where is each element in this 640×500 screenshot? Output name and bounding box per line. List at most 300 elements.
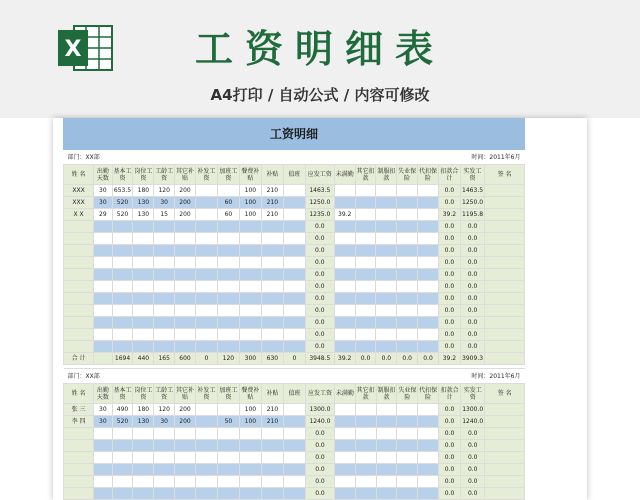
- table-cell[interactable]: [195, 452, 217, 464]
- table-cell[interactable]: [94, 440, 113, 452]
- table-cell[interactable]: [376, 209, 397, 221]
- table-cell[interactable]: 0.0: [461, 452, 485, 464]
- table-cell[interactable]: [261, 221, 283, 233]
- table-cell[interactable]: [239, 281, 261, 293]
- table-cell[interactable]: [217, 221, 239, 233]
- table-cell[interactable]: [112, 440, 133, 452]
- table-cell[interactable]: [239, 476, 261, 488]
- table-cell[interactable]: [284, 428, 306, 440]
- table-cell[interactable]: [64, 245, 94, 257]
- table-cell[interactable]: [376, 416, 397, 428]
- table-cell[interactable]: [261, 317, 283, 329]
- table-cell[interactable]: [64, 428, 94, 440]
- table-cell[interactable]: [94, 257, 113, 269]
- table-cell[interactable]: 130: [133, 416, 154, 428]
- table-cell[interactable]: [485, 281, 525, 293]
- table-cell[interactable]: 0.0: [460, 257, 484, 269]
- table-cell[interactable]: 1300.0: [306, 404, 335, 416]
- table-cell[interactable]: [355, 476, 376, 488]
- table-cell[interactable]: [112, 341, 133, 353]
- total-cell[interactable]: 1694: [112, 353, 133, 365]
- table-cell[interactable]: [334, 245, 355, 257]
- table-cell[interactable]: [485, 185, 525, 197]
- table-cell[interactable]: [261, 464, 283, 476]
- table-cell[interactable]: 200: [175, 185, 196, 197]
- table-cell[interactable]: 0.0: [461, 476, 485, 488]
- table-cell[interactable]: [355, 416, 376, 428]
- table-cell[interactable]: [133, 257, 154, 269]
- table-cell[interactable]: 0.0: [305, 245, 334, 257]
- table-cell[interactable]: [175, 281, 196, 293]
- table-cell[interactable]: [94, 281, 113, 293]
- table-cell[interactable]: [112, 317, 133, 329]
- table-cell[interactable]: 1463.5: [305, 185, 334, 197]
- table-cell[interactable]: [284, 476, 306, 488]
- table-cell[interactable]: [397, 341, 418, 353]
- table-cell[interactable]: [239, 452, 261, 464]
- table-cell[interactable]: [94, 488, 113, 500]
- table-cell[interactable]: [334, 440, 355, 452]
- table-cell[interactable]: 0.0: [439, 452, 461, 464]
- table-cell[interactable]: [376, 233, 397, 245]
- table-cell[interactable]: [195, 416, 217, 428]
- table-cell[interactable]: [239, 293, 261, 305]
- total-cell[interactable]: 0.0: [376, 353, 397, 365]
- table-cell[interactable]: [334, 416, 355, 428]
- table-cell[interactable]: [283, 281, 305, 293]
- table-cell[interactable]: [112, 281, 133, 293]
- table-cell[interactable]: [217, 293, 239, 305]
- table-cell[interactable]: 1235.0: [305, 209, 334, 221]
- table-cell[interactable]: [397, 317, 418, 329]
- table-cell[interactable]: [154, 488, 175, 500]
- table-cell[interactable]: [175, 293, 196, 305]
- table-cell[interactable]: [376, 488, 397, 500]
- table-cell[interactable]: [154, 305, 175, 317]
- table-cell[interactable]: [376, 440, 397, 452]
- table-cell[interactable]: [261, 269, 283, 281]
- table-cell[interactable]: [355, 185, 376, 197]
- table-cell[interactable]: [283, 221, 305, 233]
- table-cell[interactable]: [175, 329, 196, 341]
- table-cell[interactable]: [397, 209, 418, 221]
- table-cell[interactable]: [334, 464, 355, 476]
- table-cell[interactable]: [217, 233, 239, 245]
- total-cell[interactable]: [485, 353, 525, 365]
- table-cell[interactable]: [397, 488, 418, 500]
- table-cell[interactable]: [112, 464, 133, 476]
- table-cell[interactable]: [261, 329, 283, 341]
- table-cell[interactable]: [485, 341, 525, 353]
- table-cell[interactable]: [64, 257, 94, 269]
- table-cell[interactable]: 60: [217, 209, 239, 221]
- table-cell[interactable]: [64, 281, 94, 293]
- table-cell[interactable]: [239, 305, 261, 317]
- table-cell[interactable]: [334, 317, 355, 329]
- table-cell[interactable]: [133, 233, 154, 245]
- total-cell[interactable]: 39.2: [334, 353, 355, 365]
- table-cell[interactable]: [261, 233, 283, 245]
- table-cell[interactable]: 200: [175, 404, 196, 416]
- table-cell[interactable]: [355, 404, 376, 416]
- table-cell[interactable]: [175, 440, 196, 452]
- table-cell[interactable]: 1250.0: [460, 197, 484, 209]
- table-cell[interactable]: 200: [175, 416, 196, 428]
- table-cell[interactable]: [376, 245, 397, 257]
- table-cell[interactable]: [397, 329, 418, 341]
- table-cell[interactable]: [217, 269, 239, 281]
- table-cell[interactable]: [334, 452, 355, 464]
- table-cell[interactable]: 120: [154, 404, 175, 416]
- table-cell[interactable]: 130: [133, 209, 154, 221]
- table-cell[interactable]: [284, 440, 306, 452]
- table-cell[interactable]: [217, 488, 239, 500]
- table-cell[interactable]: [397, 281, 418, 293]
- table-cell[interactable]: [154, 341, 175, 353]
- table-cell[interactable]: [195, 476, 217, 488]
- table-cell[interactable]: [418, 416, 439, 428]
- table-cell[interactable]: [355, 233, 376, 245]
- table-cell[interactable]: 0.0: [438, 221, 460, 233]
- table-cell[interactable]: [217, 257, 239, 269]
- table-cell[interactable]: [355, 452, 376, 464]
- table-cell[interactable]: [397, 233, 418, 245]
- table-cell[interactable]: [133, 269, 154, 281]
- table-cell[interactable]: [239, 428, 261, 440]
- table-cell[interactable]: 0.0: [305, 341, 334, 353]
- table-cell[interactable]: 130: [133, 197, 154, 209]
- table-cell[interactable]: [418, 476, 439, 488]
- table-cell[interactable]: [261, 293, 283, 305]
- table-cell[interactable]: [195, 329, 217, 341]
- table-cell[interactable]: 0.0: [439, 404, 461, 416]
- table-cell[interactable]: [418, 281, 439, 293]
- table-cell[interactable]: [64, 488, 94, 500]
- table-cell[interactable]: 0.0: [305, 257, 334, 269]
- table-cell[interactable]: [376, 281, 397, 293]
- table-cell[interactable]: 张 三: [64, 404, 94, 416]
- table-cell[interactable]: [239, 341, 261, 353]
- table-cell[interactable]: 0.0: [305, 293, 334, 305]
- table-cell[interactable]: 180: [133, 404, 154, 416]
- table-cell[interactable]: [195, 317, 217, 329]
- table-cell[interactable]: [154, 245, 175, 257]
- table-cell[interactable]: [154, 452, 175, 464]
- table-cell[interactable]: [133, 245, 154, 257]
- table-cell[interactable]: 210: [261, 185, 283, 197]
- table-cell[interactable]: [175, 488, 196, 500]
- table-cell[interactable]: 0.0: [438, 317, 460, 329]
- table-cell[interactable]: [175, 476, 196, 488]
- table-cell[interactable]: [485, 209, 525, 221]
- table-cell[interactable]: 0.0: [306, 440, 335, 452]
- table-cell[interactable]: [195, 269, 217, 281]
- table-cell[interactable]: [485, 233, 525, 245]
- table-cell[interactable]: [133, 293, 154, 305]
- table-cell[interactable]: [94, 476, 113, 488]
- table-cell[interactable]: [397, 452, 418, 464]
- total-cell[interactable]: 39.2: [438, 353, 460, 365]
- table-cell[interactable]: 0.0: [305, 269, 334, 281]
- table-cell[interactable]: [261, 245, 283, 257]
- table-cell[interactable]: [418, 269, 439, 281]
- table-cell[interactable]: [418, 233, 439, 245]
- table-cell[interactable]: [261, 476, 283, 488]
- table-cell[interactable]: XXX: [64, 185, 94, 197]
- table-cell[interactable]: [195, 428, 217, 440]
- total-cell[interactable]: 300: [239, 353, 261, 365]
- table-cell[interactable]: [112, 245, 133, 257]
- table-cell[interactable]: [397, 476, 418, 488]
- table-cell[interactable]: [283, 329, 305, 341]
- table-cell[interactable]: [418, 440, 439, 452]
- total-cell[interactable]: 3909.3: [460, 353, 484, 365]
- table-cell[interactable]: 100: [239, 416, 261, 428]
- total-cell[interactable]: 0.0: [418, 353, 439, 365]
- table-cell[interactable]: [485, 269, 525, 281]
- table-cell[interactable]: [261, 305, 283, 317]
- table-cell[interactable]: [133, 488, 154, 500]
- table-cell[interactable]: [217, 305, 239, 317]
- table-cell[interactable]: [64, 233, 94, 245]
- table-cell[interactable]: 0.0: [460, 281, 484, 293]
- table-cell[interactable]: [376, 404, 397, 416]
- table-cell[interactable]: 0.0: [305, 221, 334, 233]
- table-cell[interactable]: [112, 257, 133, 269]
- table-cell[interactable]: [94, 305, 113, 317]
- table-cell[interactable]: [217, 428, 239, 440]
- table-cell[interactable]: [418, 257, 439, 269]
- table-cell[interactable]: [261, 257, 283, 269]
- table-cell[interactable]: [64, 329, 94, 341]
- table-cell[interactable]: [112, 428, 133, 440]
- table-cell[interactable]: [175, 341, 196, 353]
- table-cell[interactable]: [334, 293, 355, 305]
- table-cell[interactable]: [154, 293, 175, 305]
- table-cell[interactable]: [239, 440, 261, 452]
- table-cell[interactable]: 39.2: [438, 209, 460, 221]
- table-cell[interactable]: [397, 440, 418, 452]
- total-cell[interactable]: 630: [261, 353, 283, 365]
- table-cell[interactable]: [94, 341, 113, 353]
- table-cell[interactable]: [376, 452, 397, 464]
- table-cell[interactable]: [355, 464, 376, 476]
- table-cell[interactable]: [217, 452, 239, 464]
- table-cell[interactable]: 0.0: [438, 233, 460, 245]
- table-cell[interactable]: [195, 305, 217, 317]
- table-cell[interactable]: [195, 293, 217, 305]
- table-cell[interactable]: 520: [112, 416, 133, 428]
- table-cell[interactable]: [355, 221, 376, 233]
- table-cell[interactable]: [261, 428, 283, 440]
- table-cell[interactable]: [284, 488, 306, 500]
- table-cell[interactable]: [217, 404, 239, 416]
- table-cell[interactable]: 0.0: [305, 305, 334, 317]
- table-cell[interactable]: [239, 329, 261, 341]
- table-cell[interactable]: [175, 221, 196, 233]
- table-cell[interactable]: [355, 197, 376, 209]
- table-cell[interactable]: 0.0: [439, 488, 461, 500]
- table-cell[interactable]: X X: [64, 209, 94, 221]
- table-cell[interactable]: 0.0: [306, 488, 335, 500]
- table-cell[interactable]: [133, 281, 154, 293]
- table-cell[interactable]: [112, 233, 133, 245]
- table-cell[interactable]: [418, 488, 439, 500]
- table-cell[interactable]: [355, 428, 376, 440]
- table-cell[interactable]: 100: [239, 404, 261, 416]
- table-cell[interactable]: [195, 245, 217, 257]
- table-cell[interactable]: [217, 329, 239, 341]
- table-cell[interactable]: [112, 329, 133, 341]
- table-cell[interactable]: [239, 464, 261, 476]
- table-cell[interactable]: [133, 317, 154, 329]
- table-cell[interactable]: [355, 257, 376, 269]
- table-cell[interactable]: [154, 329, 175, 341]
- table-cell[interactable]: 520: [112, 209, 133, 221]
- table-cell[interactable]: 100: [239, 185, 261, 197]
- table-cell[interactable]: [133, 341, 154, 353]
- table-cell[interactable]: [376, 476, 397, 488]
- table-cell[interactable]: [239, 317, 261, 329]
- table-cell[interactable]: [175, 269, 196, 281]
- table-cell[interactable]: 30: [154, 197, 175, 209]
- table-cell[interactable]: [334, 305, 355, 317]
- table-cell[interactable]: [284, 452, 306, 464]
- table-cell[interactable]: 30: [94, 416, 113, 428]
- table-cell[interactable]: [418, 464, 439, 476]
- table-cell[interactable]: [195, 209, 217, 221]
- table-cell[interactable]: [355, 329, 376, 341]
- table-cell[interactable]: [485, 488, 525, 500]
- table-cell[interactable]: [485, 464, 525, 476]
- table-cell[interactable]: [418, 452, 439, 464]
- table-cell[interactable]: [376, 221, 397, 233]
- table-cell[interactable]: 180: [133, 185, 154, 197]
- table-cell[interactable]: [64, 293, 94, 305]
- table-cell[interactable]: [334, 329, 355, 341]
- table-cell[interactable]: [397, 416, 418, 428]
- table-cell[interactable]: [397, 185, 418, 197]
- table-cell[interactable]: [261, 281, 283, 293]
- table-cell[interactable]: 30: [94, 185, 113, 197]
- table-cell[interactable]: [418, 221, 439, 233]
- table-cell[interactable]: [376, 329, 397, 341]
- table-cell[interactable]: [64, 452, 94, 464]
- table-cell[interactable]: [418, 305, 439, 317]
- table-cell[interactable]: 0.0: [461, 428, 485, 440]
- table-cell[interactable]: [397, 221, 418, 233]
- table-cell[interactable]: [355, 269, 376, 281]
- table-cell[interactable]: [283, 185, 305, 197]
- table-cell[interactable]: [94, 317, 113, 329]
- table-cell[interactable]: [418, 197, 439, 209]
- table-cell[interactable]: [133, 476, 154, 488]
- table-cell[interactable]: [239, 245, 261, 257]
- table-cell[interactable]: [355, 293, 376, 305]
- table-cell[interactable]: 0.0: [460, 329, 484, 341]
- table-cell[interactable]: [485, 293, 525, 305]
- table-cell[interactable]: [64, 269, 94, 281]
- table-cell[interactable]: 100: [239, 209, 261, 221]
- table-cell[interactable]: [112, 452, 133, 464]
- table-cell[interactable]: [485, 197, 525, 209]
- table-cell[interactable]: [284, 404, 306, 416]
- table-cell[interactable]: 0.0: [460, 305, 484, 317]
- table-cell[interactable]: 0.0: [438, 341, 460, 353]
- table-cell[interactable]: 0.0: [460, 233, 484, 245]
- table-cell[interactable]: [112, 293, 133, 305]
- table-cell[interactable]: [397, 404, 418, 416]
- total-cell[interactable]: 440: [133, 353, 154, 365]
- table-cell[interactable]: [376, 257, 397, 269]
- table-cell[interactable]: [485, 452, 525, 464]
- table-cell[interactable]: [112, 305, 133, 317]
- table-cell[interactable]: 0.0: [460, 293, 484, 305]
- table-cell[interactable]: [418, 209, 439, 221]
- table-cell[interactable]: [261, 341, 283, 353]
- table-cell[interactable]: [334, 233, 355, 245]
- table-cell[interactable]: [397, 293, 418, 305]
- table-cell[interactable]: [64, 317, 94, 329]
- table-cell[interactable]: 0.0: [438, 245, 460, 257]
- table-cell[interactable]: 0.0: [460, 317, 484, 329]
- total-cell[interactable]: 合 计: [64, 353, 94, 365]
- table-cell[interactable]: 210: [261, 404, 283, 416]
- table-cell[interactable]: [334, 257, 355, 269]
- table-cell[interactable]: [418, 293, 439, 305]
- table-cell[interactable]: 0.0: [461, 464, 485, 476]
- table-cell[interactable]: 490: [112, 404, 133, 416]
- table-cell[interactable]: [284, 464, 306, 476]
- table-cell[interactable]: [64, 305, 94, 317]
- table-cell[interactable]: 15: [154, 209, 175, 221]
- total-cell[interactable]: 0: [195, 353, 217, 365]
- table-cell[interactable]: [485, 476, 525, 488]
- table-cell[interactable]: [334, 185, 355, 197]
- table-cell[interactable]: [397, 245, 418, 257]
- table-cell[interactable]: [355, 209, 376, 221]
- table-cell[interactable]: 0.0: [438, 305, 460, 317]
- table-cell[interactable]: [195, 464, 217, 476]
- table-cell[interactable]: 200: [175, 197, 196, 209]
- table-cell[interactable]: [133, 329, 154, 341]
- table-cell[interactable]: [195, 488, 217, 500]
- table-cell[interactable]: [239, 269, 261, 281]
- table-cell[interactable]: 29: [94, 209, 113, 221]
- table-cell[interactable]: [154, 317, 175, 329]
- table-cell[interactable]: [376, 269, 397, 281]
- table-cell[interactable]: 0.0: [461, 440, 485, 452]
- table-cell[interactable]: 0.0: [305, 281, 334, 293]
- table-cell[interactable]: 0.0: [438, 281, 460, 293]
- table-cell[interactable]: [283, 305, 305, 317]
- table-cell[interactable]: 1250.0: [305, 197, 334, 209]
- table-cell[interactable]: [334, 341, 355, 353]
- total-cell[interactable]: 0.0: [355, 353, 376, 365]
- table-cell[interactable]: [334, 221, 355, 233]
- table-cell[interactable]: [376, 185, 397, 197]
- table-cell[interactable]: [217, 185, 239, 197]
- table-cell[interactable]: [195, 185, 217, 197]
- table-cell[interactable]: [94, 233, 113, 245]
- table-cell[interactable]: [355, 245, 376, 257]
- table-cell[interactable]: [334, 488, 355, 500]
- table-cell[interactable]: 0.0: [438, 269, 460, 281]
- table-cell[interactable]: 0.0: [305, 317, 334, 329]
- table-cell[interactable]: [154, 233, 175, 245]
- table-cell[interactable]: [376, 305, 397, 317]
- table-cell[interactable]: 0.0: [460, 221, 484, 233]
